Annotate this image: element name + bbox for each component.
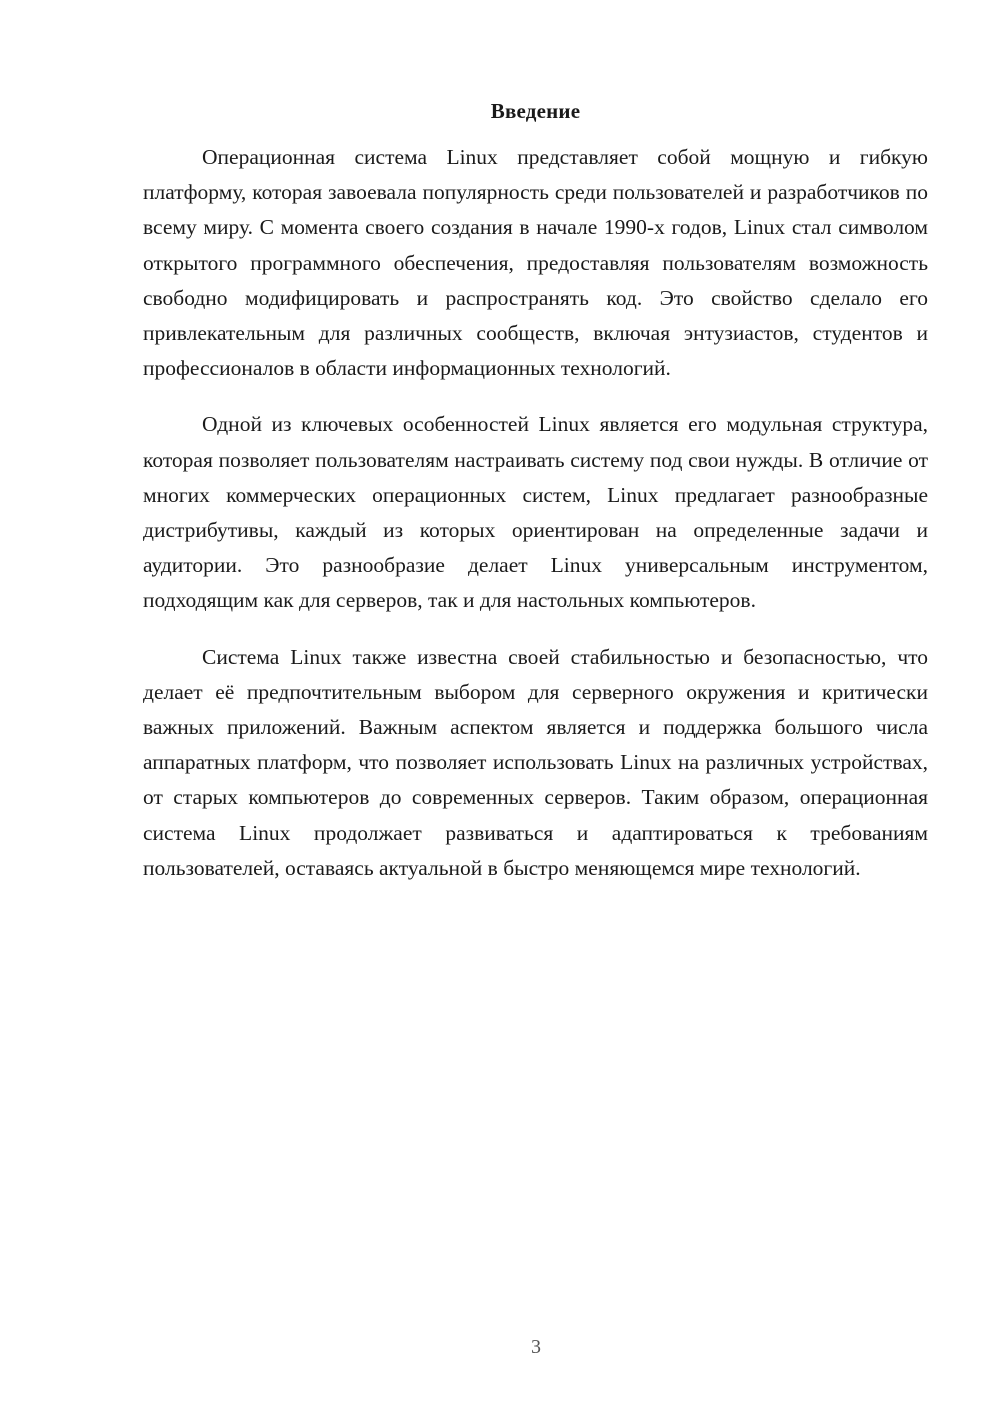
paragraph-3: Система Linux также известна своей стабильностью и безопасностью, что делает её предпочтительным выбором для серверного окружения и критически важных приложений. Важным аспектом является и поддержка большого числа аппаратных платформ, что позволяет использовать Linux на различных устройствах, от старых компьютеров до современных серверов. Таким образом, операционная система Linux продолжает развиваться и адаптироваться к требованиям пользователей, оставаясь актуальной в быстро меняющемся мире технологий. [143,644,928,880]
paragraph-2: Одной из ключевых особенностей Linux является его модульная структура, которая позволяет пользователям настраивать систему под свои нужды. В отличие от многих коммерческих операционных систем, Linux предлагает разнообразные дистрибутивы, каждый из которых ориентирован на определенные задачи и аудитории. Это разнообразие делает Linux универсальным инструментом, подходящим как для серверов, так и для настольных компьютеров. [143,412,928,613]
section-title: Введение [490,99,581,123]
page-content [143,96,928,907]
paragraph-1: Операционная система Linux представляет собой мощную и гибкую платформу, которая завоевала популярность среди пользователей и разработчиков по всему миру. С момента своего создания в начале 1990-х годов, Linux стал символом открытого программного обеспечения, предоставляя пользователям возможность свободно модифицировать и распространять код. Это свойство сделало его привлекательным для различных сообществ, включая энтузиастов, студентов и профессионалов в области информационных технологий. [143,145,928,381]
page-number: 3 [531,1336,541,1358]
